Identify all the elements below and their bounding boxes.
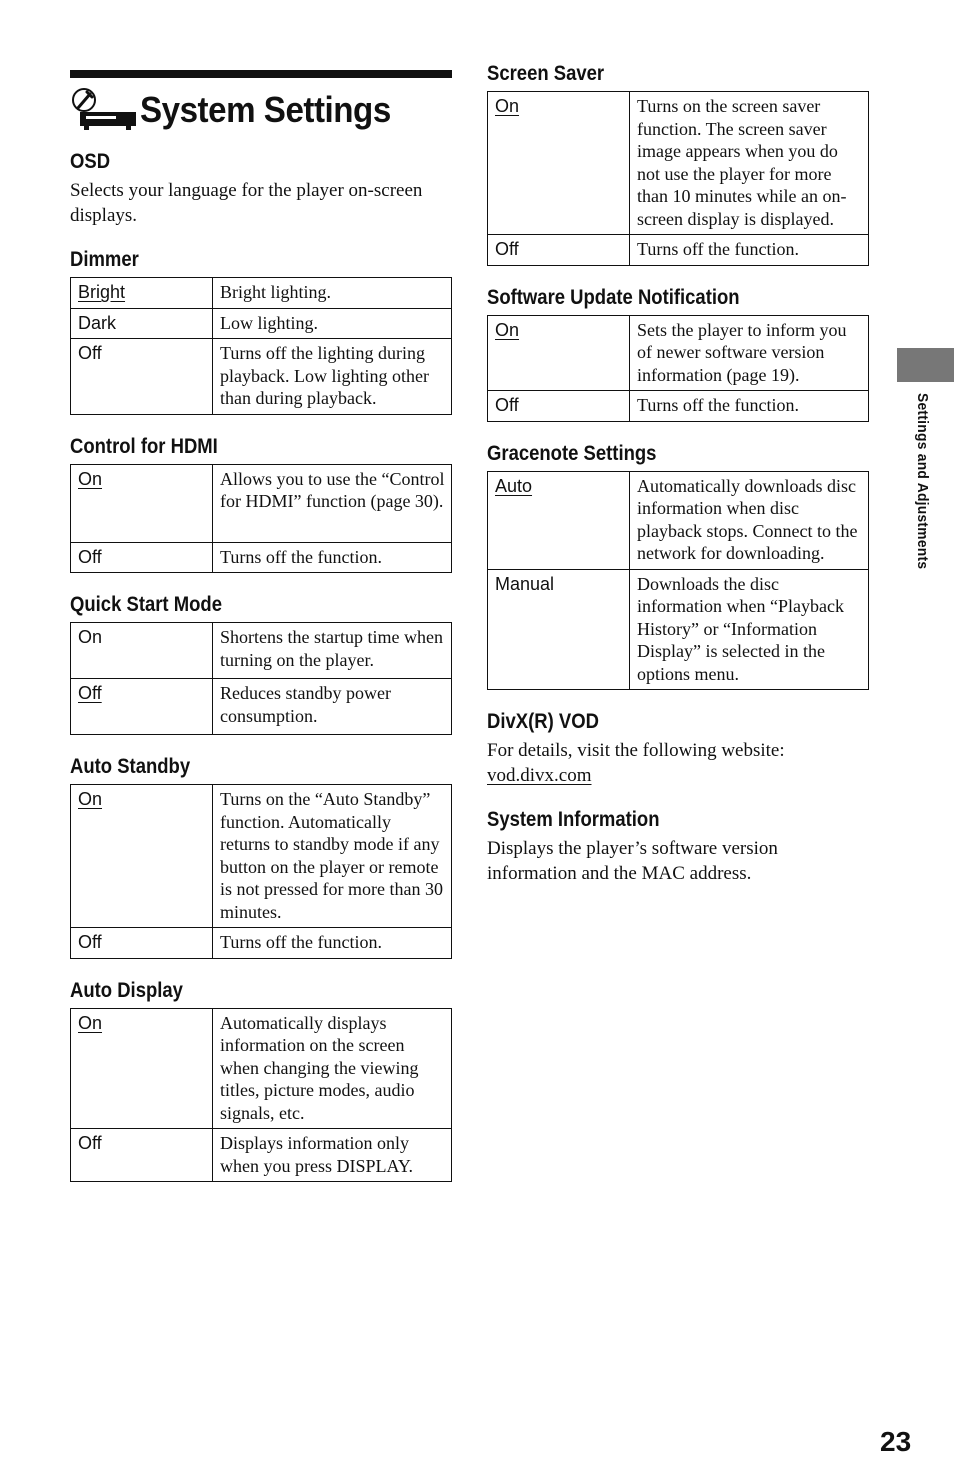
option-key: Off	[488, 235, 630, 266]
option-description: Shortens the startup time when turning on the player.	[213, 623, 452, 679]
option-description: Low lighting.	[213, 308, 452, 339]
option-description: Bright lighting.	[213, 278, 452, 309]
table-row	[488, 569, 869, 690]
table-row	[488, 92, 869, 235]
options-table	[487, 471, 869, 691]
options-table	[70, 464, 452, 574]
section-control-for-hdmi	[70, 435, 452, 574]
side-tab-label: Settings and Adjustments	[914, 393, 931, 570]
option-key: Dark	[71, 308, 213, 339]
section-heading: Screen Saver	[487, 62, 605, 85]
section-system-information	[487, 808, 869, 886]
section-description: Displays the player’s software version information and the MAC address.	[487, 838, 778, 884]
section-description: Selects your language for the player on-screen displays.	[70, 180, 423, 226]
section-software-update-notification	[487, 286, 869, 422]
table-row	[71, 464, 452, 542]
section-heading: DivX(R) VOD	[487, 710, 599, 733]
section-description: For details, visit the following website:	[487, 740, 785, 761]
option-description: Reduces standby power consumption.	[213, 679, 452, 735]
option-description: Sets the player to inform you of newer software version information (page 19).	[630, 315, 869, 391]
option-key: On	[495, 96, 520, 116]
side-tab-marker	[897, 348, 954, 382]
option-key: Manual	[488, 569, 630, 690]
right-column	[487, 62, 869, 886]
table-row	[71, 679, 452, 735]
section-gracenote-settings	[487, 442, 869, 691]
table-row	[71, 1008, 452, 1129]
option-key: On	[78, 1012, 103, 1033]
section-divx-vod	[487, 710, 869, 788]
option-description: Turns off the function.	[630, 391, 869, 422]
option-key: Bright	[78, 282, 126, 302]
section-heading: OSD	[70, 150, 111, 173]
options-table	[70, 1008, 452, 1183]
option-description: Automatically displays information on the screen when changing the viewing titles, picture modes, audio signals, etc.	[213, 1008, 452, 1129]
table-row	[488, 315, 869, 391]
section-auto-display	[70, 979, 452, 1183]
option-description: Displays information only when you press DISPLAY.	[213, 1129, 452, 1182]
options-table	[487, 91, 869, 266]
table-row	[71, 308, 452, 339]
option-key: Off	[71, 339, 213, 415]
section-heading: System Information	[487, 808, 660, 831]
table-row	[488, 235, 869, 266]
option-description: Downloads the disc information when “Playback History” or “Information Display” is selected in the options menu.	[630, 569, 869, 690]
section-heading: Quick Start Mode	[70, 593, 222, 616]
section-quick-start-mode	[70, 593, 452, 735]
option-key: On	[78, 468, 103, 489]
title-row	[70, 86, 452, 134]
section-heading: Software Update Notification	[487, 285, 740, 309]
title-rule	[70, 70, 452, 78]
table-row	[71, 623, 452, 679]
section-heading: Auto Display	[70, 978, 183, 1002]
options-table	[70, 784, 452, 959]
option-key: On	[71, 623, 213, 679]
option-key: Auto	[495, 475, 533, 496]
section-heading: Dimmer	[70, 248, 139, 271]
options-table	[70, 277, 452, 415]
option-description: Turns off the function.	[213, 542, 452, 573]
settings-wrench-icon	[70, 86, 140, 134]
page-number: 23	[880, 1426, 912, 1457]
option-description: Turns off the lighting during playback. Low lighting other than during playback.	[213, 339, 452, 415]
table-row	[71, 785, 452, 928]
option-description: Turns off the function.	[630, 235, 869, 266]
page-title: System Settings	[140, 89, 391, 130]
options-table	[487, 315, 869, 422]
option-key: Off	[71, 928, 213, 959]
section-heading: Control for HDMI	[70, 434, 218, 458]
option-key: Off	[71, 1129, 213, 1182]
table-row	[71, 339, 452, 415]
option-description: Turns on the screen saver function. The screen saver image appears when you do not use the player for more than 10 minutes while an on-screen display is displayed.	[630, 92, 869, 235]
option-description: Allows you to use the “Control for HDMI” function (page 30).	[213, 464, 452, 542]
section-screen-saver	[487, 62, 869, 266]
option-description: Turns on the “Auto Standby” function. Automatically returns to standby mode if any button on the player or remote is not pressed for more than 30 minutes.	[213, 785, 452, 928]
section-auto-standby	[70, 755, 452, 959]
table-row	[71, 928, 452, 959]
option-description: Automatically downloads disc information when disc playback stops. Connect to the network for downloading.	[630, 471, 869, 569]
options-table	[70, 622, 452, 735]
table-row	[488, 471, 869, 569]
divx-website-link[interactable]: vod.divx.com	[487, 765, 592, 786]
table-row	[488, 391, 869, 422]
section-osd	[70, 150, 452, 228]
section-dimmer	[70, 248, 452, 415]
section-heading: Auto Standby	[70, 755, 191, 778]
option-key: Off	[71, 542, 213, 573]
table-row	[71, 542, 452, 573]
option-description: Turns off the function.	[213, 928, 452, 959]
left-column	[70, 70, 452, 1182]
option-key: Off	[78, 683, 102, 703]
section-heading: Gracenote Settings	[487, 441, 657, 465]
option-key: On	[78, 789, 103, 809]
table-row	[71, 278, 452, 309]
table-row	[71, 1129, 452, 1182]
option-key: On	[495, 319, 520, 340]
option-key: Off	[488, 391, 630, 422]
